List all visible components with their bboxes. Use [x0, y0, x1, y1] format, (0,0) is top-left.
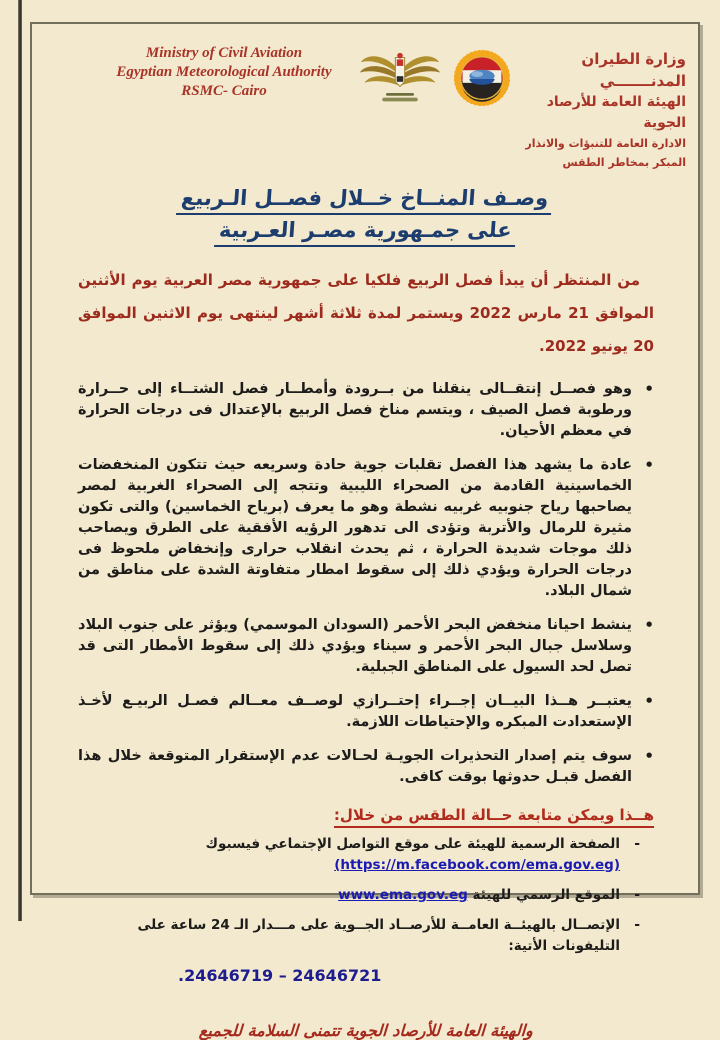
list-item: [78, 615, 654, 678]
contact-channels-list: [78, 834, 654, 957]
list-item: [78, 455, 654, 602]
dash-icon: -: [634, 917, 640, 933]
website-channel: [78, 885, 620, 906]
closing-wish-line: والهيئة العامة للأرصاد الجوية تتمنى السلامة للجميع: [198, 1021, 534, 1040]
bullet-icon: •: [644, 616, 654, 634]
bullet-text: يعتبــر هــذا البيــان إجــراء إحتــرازي لوصــف معــالم فصـل الربيـع لأخـذ الإستعدادت المبكره والإحتياطات اللازمة.: [78, 693, 632, 730]
authority-name-en: Egyptian Meteorological Authority: [116, 64, 332, 80]
list-item: [78, 379, 654, 442]
title-line-2: على جمـهورية مصـر العـربية: [214, 218, 517, 247]
facebook-channel: [78, 834, 620, 876]
bullet-icon: •: [644, 380, 654, 398]
dash-icon: -: [634, 836, 640, 852]
follow-weather-heading: هــذا ويمكن متابعة حــالة الطقس من خلال:: [78, 806, 654, 824]
authority-name-ar: الهيئة العامة للأرصاد الجوية: [546, 94, 686, 131]
document-body: [32, 264, 698, 1040]
bullet-text: عادة ما يشهد هذا الفصل تقلبات جوية حادة وسريعه حيث تتكون المنخفضات الخماسينية القادمة من الصحراء الليبية وتتجه إلى الصحراء الغربية لمصر يصاحبها رياح جنوبيه غربيه نشطة وهو ما يعرف (برياح الخماسين) والتى تكون مثيرة للرمال والأتربة وتؤدى الى تدهور الرؤيه الأفقية على الطرق ويصاحب ذلك موجات شديدة الحرارة ، ثم يحدث انقلاب حرارى وإنخفاض ملحوظ فى درجات الحرارة ويؤدي ذلك إلى سقوط امطار متفاوتة الشدة على مناطق من شمال البلاد.: [78, 457, 632, 599]
ministry-name-ar: وزارة الطيران المدنـــــــي: [581, 50, 686, 90]
bullet-icon: •: [644, 456, 654, 474]
list-item: [78, 885, 640, 906]
list-item: [78, 834, 640, 876]
rsmc-cairo-label: RSMC- Cairo: [181, 83, 267, 99]
bullet-text: سوف يتم إصدار التحذيرات الجويـة لحـالات عدم الإستقرار المتوقعة خلال هذا الفصل قبـل حدوثها بوقت كافى.: [78, 748, 632, 785]
facebook-channel-label: الصفحة الرسمية للهيئة على موقع التواصل الإجتماعي فيسبوك: [205, 836, 620, 852]
phone-numbers: .24646719 – 24646721: [178, 966, 382, 985]
phone-channel-label: الإتصــال بالهيئــة العامــة للأرصــاد الجــوية على مـــدار الـ 24 ساعة على التليفونات الأتية:: [137, 917, 620, 954]
website-channel-label: الموقع الرسمي للهيئة: [467, 887, 620, 903]
list-item: [78, 746, 654, 788]
ema-sun-logo-icon: [448, 44, 516, 112]
list-item: [78, 915, 640, 957]
bullet-text: وهو فصــل إنتقــالى ينقلنا من بــرودة وأمطــار فصل الشتــاء إلى حــرارة ورطوبة فصل الصيف ، ويتسم مناخ فصل الربيع بالإعتدال فى درجات الحرارة في معظم الأحيان.: [78, 381, 632, 439]
ministry-name-en: Ministry of Civil Aviation: [145, 45, 303, 61]
department-name-ar: الادارة العامة للتنبؤات والانذار المبكر بمخاطر الطقس: [525, 137, 686, 169]
letterhead-english: [90, 44, 358, 101]
website-link[interactable]: www.ema.gov.eg: [338, 887, 468, 903]
list-item: [78, 691, 654, 733]
page-border-frame: [30, 22, 700, 1040]
season-description-list: [78, 379, 654, 788]
letterhead: [32, 24, 698, 172]
scan-edge-line: [18, 0, 22, 921]
document-title: [32, 186, 698, 250]
civil-aviation-eagle-logo-icon: [358, 46, 442, 112]
intro-paragraph: من المنتظر أن يبدأ فصل الربيع فلكيا على جمهورية مصر العربية يوم الأثنين الموافق 21 مارس 2022 ويستمر لمدة ثلاثة أشهر لينتهى يوم الاثنين الموافق 20 يونيو 2022.: [78, 271, 654, 355]
title-line-1: وصـف المنــاخ خــلال فصــل الـربيع: [176, 186, 553, 215]
letterhead-arabic: [522, 44, 686, 172]
bullet-icon: •: [644, 692, 654, 710]
bullet-icon: •: [644, 747, 654, 765]
facebook-link[interactable]: (https://m.facebook.com/ema.gov.eg): [334, 857, 620, 873]
bullet-text: ينشط احيانا منخفض البحر الأحمر (السودان الموسمي) ويؤثر على جنوب البلاد وسلاسل جبال البحر الأحمر و سيناء ويؤدي ذلك إلى سقوط الأمطار التى قد تصل لحد السيول على المناطق الجبلية.: [78, 617, 632, 675]
dash-icon: -: [634, 887, 640, 903]
